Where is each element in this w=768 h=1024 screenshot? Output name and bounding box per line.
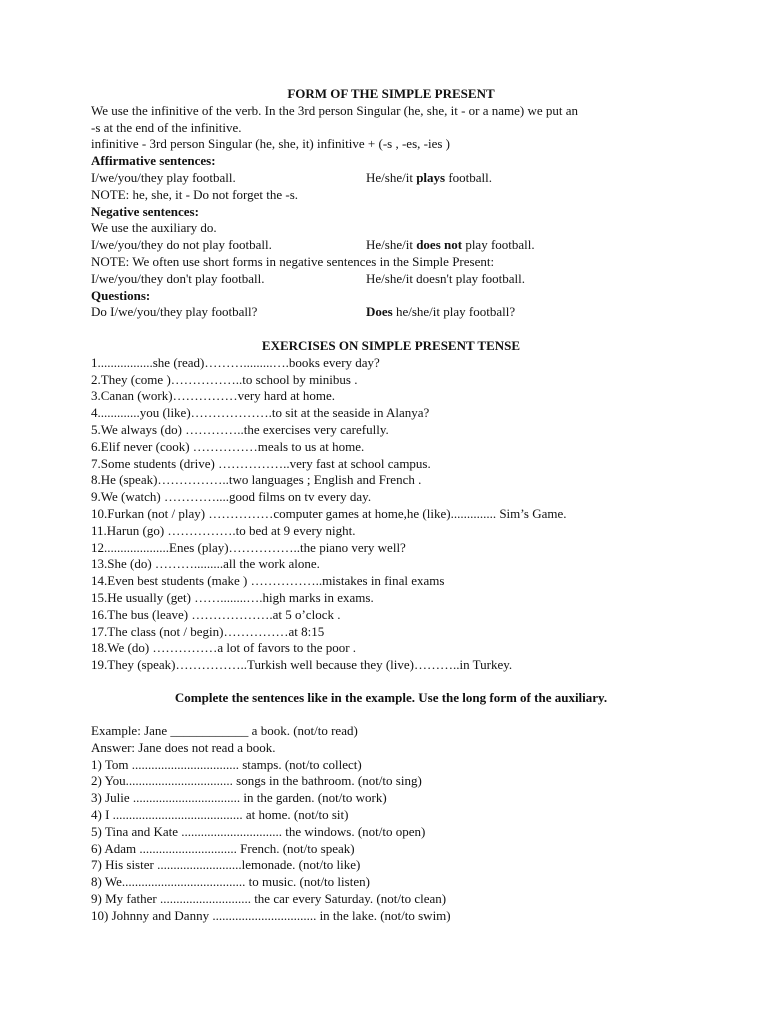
exercise-item: 8.He (speak)……………..two languages ; English and French .: [91, 472, 422, 488]
affirmative-note: NOTE: he, she, it - Do not forget the -s.: [91, 186, 298, 202]
exercise-item: 6.Elif never (cook) ……………meals to us at home.: [91, 438, 365, 454]
affirmative-example-row: [91, 170, 691, 187]
exercise-item: 15.He usually (get) ……........….high marks in exams.: [91, 589, 374, 605]
complete-item: 3) Julie ................................. in the garden. (not/to work): [91, 790, 387, 806]
question-singular-rest: he/she/it play football?: [392, 304, 516, 320]
exercise-item: 3.Canan (work)……………very hard at home.: [91, 388, 336, 404]
negative-singular-subject: He/she/it: [366, 237, 417, 253]
example-answer: Answer: Jane does not read a book.: [91, 739, 276, 755]
exercise-item: 11.Harun (go) …………….to bed at 9 every night.: [91, 522, 356, 538]
exercise-item: 18.We (do) ……………a lot of favors to the poor .: [91, 640, 357, 656]
exercise-item: 9.We (watch) …………....good films on tv every day.: [91, 489, 372, 505]
exercise-item: 2.They (come )……………..to school by minibus .: [91, 371, 358, 387]
example-prefix: Example: Jane: [91, 723, 171, 738]
negative-heading: Negative sentences:: [91, 203, 199, 219]
exercise-item: 19.They (speak)……………..Turkish well because they (live)………..in Turkey.: [91, 657, 513, 673]
question-singular: [366, 304, 515, 321]
complete-item: 7) His sister ..........................lemonade. (not/to like): [91, 857, 361, 873]
grammar-section: [91, 86, 691, 321]
affirmative-plural: I/we/you/they play football.: [91, 169, 236, 185]
exercises-title: EXERCISES ON SIMPLE PRESENT TENSE: [261, 338, 521, 353]
example-line: [91, 723, 691, 740]
negative-plural: I/we/you/they do not play football.: [91, 237, 272, 253]
affirmative-singular-subject: He/she/it: [366, 169, 417, 185]
affirmative-verb-highlight: plays: [416, 169, 446, 185]
example-blank: ____________: [170, 723, 249, 738]
negative-singular-rest: play football.: [462, 237, 535, 253]
exercises-section: [91, 338, 691, 674]
complete-title-block: [91, 690, 691, 707]
exercise-item: 17.The class (not / begin)……………at 8:15: [91, 623, 325, 639]
exercise-item: 14.Even best students (make ) ……………..mistakes in final exams: [91, 573, 445, 589]
complete-item: 4) I ........................................ at home. (not/to sit): [91, 806, 349, 822]
negative-note: NOTE: We often use short forms in negative sentences in the Simple Present:: [91, 253, 495, 269]
intro-line: infinitive - 3rd person Singular (he, she, it) infinitive + (-s , -es, -ies ): [91, 136, 450, 152]
negative-short-plural: I/we/you/they don't play football.: [91, 270, 265, 286]
complete-item: 9) My father ............................ the car every Saturday. (not/to clean): [91, 890, 447, 906]
complete-item: 2) You................................. songs in the bathroom. (not/to sing): [91, 773, 422, 789]
affirmative-singular-object: football.: [445, 169, 493, 185]
negative-intro: We use the auxiliary do.: [91, 220, 217, 236]
exercise-item: 12....................Enes (play)……………..the piano very well?: [91, 539, 406, 555]
negative-short-singular: He/she/it doesn't play football.: [366, 270, 526, 286]
exercise-item: 1.................she (read)……….........….books every day?: [91, 354, 380, 370]
example-suffix: a book. (not/to read): [248, 723, 358, 738]
negative-short-row: [91, 271, 691, 288]
affirmative-heading: Affirmative sentences:: [91, 153, 216, 169]
complete-item: 6) Adam .............................. French. (not/to speak): [91, 840, 355, 856]
exercise-item: 16.The bus (leave) ……………….at 5 o’clock .: [91, 606, 341, 622]
question-aux-highlight: Does: [366, 304, 393, 320]
complete-title: Complete the sentences like in the example. Use the long form of the auxiliary.: [174, 690, 608, 705]
complete-item: 8) We...................................... to music. (not/to listen): [91, 874, 370, 890]
negative-aux-highlight: does not: [416, 237, 463, 253]
affirmative-singular: [366, 170, 492, 187]
negative-example-row: [91, 237, 691, 254]
complete-item: 5) Tina and Kate ............................... the windows. (not/to open): [91, 823, 426, 839]
complete-item: 10) Johnny and Danny ................................ in the lake. (not/to swim): [91, 907, 451, 923]
intro-line: We use the infinitive of the verb. In the 3rd person Singular (he, she, it - or a name) we put an: [91, 102, 579, 118]
questions-example-row: [91, 304, 691, 321]
exercise-item: 10.Furkan (not / play) ……………computer games at home,he (like).............. Sim’s Game.: [91, 505, 567, 521]
negative-singular: [366, 237, 535, 254]
exercise-item: 7.Some students (drive) ……………..very fast at school campus.: [91, 455, 431, 471]
question-plural: Do I/we/you/they play football?: [91, 304, 258, 320]
complete-item: 1) Tom ................................. stamps. (not/to collect): [91, 756, 362, 772]
page-title: FORM OF THE SIMPLE PRESENT: [287, 86, 495, 101]
exercise-item: 13.She (do) ……….........all the work alone.: [91, 556, 320, 572]
exercise-item: 5.We always (do) …………..the exercises very carefully.: [91, 421, 389, 437]
questions-heading: Questions:: [91, 287, 151, 303]
intro-line: -s at the end of the infinitive.: [91, 119, 242, 135]
exercise-item: 4.............you (like)……………….to sit at the seaside in Alanya?: [91, 405, 430, 421]
complete-section: [91, 723, 691, 925]
